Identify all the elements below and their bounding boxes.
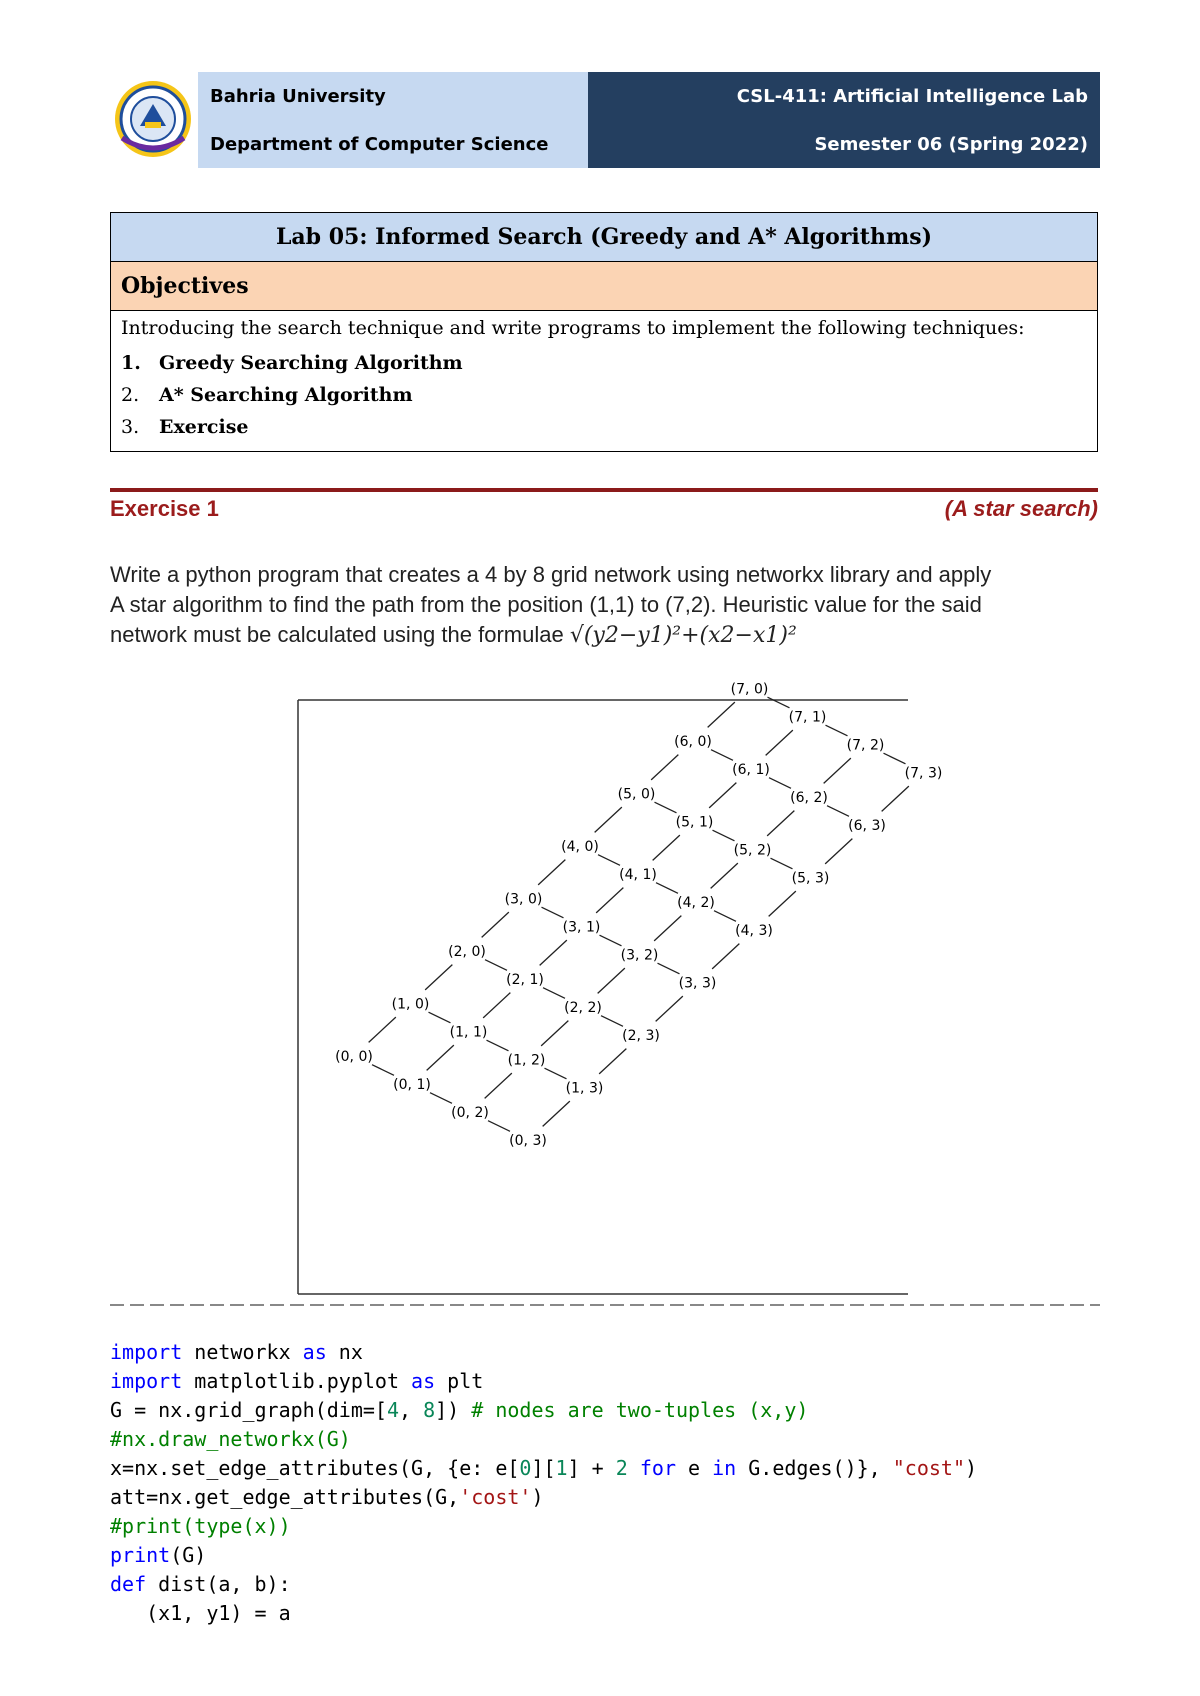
graph-edges — [369, 697, 909, 1131]
heuristic-formula: √(y2−y1)²+(x2−x1)² — [569, 623, 797, 648]
graph-node-label: (2, 3) — [622, 1028, 660, 1044]
graph-edge — [369, 1017, 396, 1042]
list-item: 3. Exercise — [121, 416, 249, 438]
graph-node-label: (0, 0) — [335, 1049, 373, 1065]
graph-node-label: (4, 2) — [677, 895, 715, 911]
graph-node-label: (0, 1) — [393, 1077, 431, 1093]
list-item: 1. Greedy Searching Algorithm — [121, 352, 463, 374]
graph-node-label: (4, 3) — [735, 923, 773, 939]
graph-node-label: (5, 0) — [617, 786, 656, 803]
graph-node-label: (7, 1) — [788, 709, 827, 726]
graph-edge — [598, 855, 620, 866]
code-line: import matplotlib.pyplot as plt — [110, 1369, 484, 1393]
graph-node-label: (1, 2) — [507, 1052, 546, 1069]
code-line: def dist(a, b): — [110, 1572, 291, 1596]
graph-node-label: (0, 2) — [451, 1105, 489, 1121]
graph-edge — [429, 1012, 451, 1023]
university-name: Bahria University — [210, 85, 386, 107]
graph-edge — [543, 1101, 570, 1126]
graph-edge — [538, 860, 565, 885]
graph-node-label: (3, 3) — [678, 975, 717, 992]
graph-edge — [598, 968, 625, 993]
graph-node-label: (2, 2) — [564, 1000, 602, 1016]
graph-edge — [714, 911, 736, 922]
graph-edge — [596, 888, 623, 913]
graph-node-label: (1, 0) — [391, 996, 430, 1013]
graph-edge — [826, 725, 848, 736]
list-item: 2. A* Searching Algorithm — [121, 384, 413, 406]
section-divider — [110, 488, 1098, 492]
dashed-separator — [110, 1300, 1100, 1310]
code-line: x=nx.set_edge_attributes(G, {e: e[0][1] + 2 for e in G.edges()}, "cost") — [110, 1456, 978, 1480]
graph-node-label: (7, 3) — [904, 765, 943, 782]
exercise-description: Write a python program that creates a 4 by 8 grid network using networkx library and apply A star algorithm to find the path from the position (1,1) to (7,2). Heuristic value for the said network must be calculated using the formulae √(y2−y1)²+(x2−x1)² — [110, 562, 992, 648]
graph-node-label: (3, 1) — [562, 919, 601, 936]
graph-edge — [487, 1040, 509, 1051]
graph-node-label: (6, 1) — [732, 762, 770, 778]
graph-edge — [884, 753, 906, 764]
graph-node-label: (3, 2) — [620, 947, 659, 964]
graph-edge — [545, 1068, 567, 1079]
graph-edge — [654, 916, 681, 941]
graph-edge — [827, 806, 849, 817]
graph-edge — [427, 1045, 454, 1070]
graph-edge — [599, 1049, 626, 1074]
graph-edge — [709, 783, 736, 808]
code-line: #print(type(x)) — [110, 1514, 291, 1538]
course-name: CSL-411: Artificial Intelligence Lab — [736, 85, 1088, 107]
graph-node-label: (3, 0) — [504, 891, 543, 908]
graph-edge — [711, 863, 738, 888]
graph-edge — [882, 786, 909, 811]
graph-node-labels — [335, 682, 942, 1150]
graph-node-label: (1, 1) — [449, 1024, 488, 1041]
graph-node-label: (1, 3) — [565, 1080, 604, 1097]
code-line: G = nx.grid_graph(dim=[4, 8]) # nodes are two-tuples (x,y) — [110, 1398, 809, 1422]
lab-objectives-box — [110, 212, 1098, 452]
university-logo — [112, 78, 194, 160]
graph-edge — [372, 1065, 394, 1076]
exercise-tag: (A star search) — [944, 496, 1098, 521]
graph-node-label: (0, 3) — [509, 1133, 547, 1149]
graph-edge — [767, 811, 794, 836]
code-line: (x1, y1) = a — [110, 1601, 291, 1625]
graph-edge — [540, 940, 567, 965]
graph-edge — [600, 935, 622, 946]
graph-edge — [656, 883, 678, 894]
graph-edge — [768, 697, 790, 708]
graph-node-label: (6, 2) — [790, 790, 828, 806]
graph-edge — [595, 807, 622, 832]
graph-edge — [543, 988, 565, 999]
graph-edge — [483, 993, 510, 1018]
exercise-title: Exercise 1 — [110, 496, 219, 521]
graph-edge — [653, 835, 680, 860]
header-right-panel — [588, 72, 1100, 168]
graph-node-label: (6, 0) — [674, 734, 712, 750]
graph-edge — [655, 802, 677, 813]
graph-edge — [488, 1121, 510, 1132]
code-line: print(G) — [110, 1543, 207, 1567]
code-line: import networkx as nx — [110, 1340, 363, 1364]
graph-node-label: (4, 0) — [561, 839, 599, 855]
graph-edge — [711, 750, 733, 761]
graph-edge — [708, 702, 735, 727]
graph-edge — [766, 730, 793, 755]
code-block — [110, 1338, 977, 1628]
graph-edge — [769, 891, 796, 916]
graph-node-label: (4, 1) — [619, 867, 657, 883]
graph-node-label: (6, 3) — [848, 818, 886, 834]
exercise-heading — [110, 496, 1098, 522]
graph-edge — [824, 758, 851, 783]
graph-edge — [712, 944, 739, 969]
graph-edge — [656, 996, 683, 1021]
grid-graph-figure — [296, 681, 943, 1298]
page-header — [112, 72, 1100, 168]
graph-edge — [771, 858, 793, 869]
graph-edge — [713, 830, 735, 841]
graph-edge — [658, 963, 680, 974]
graph-node-label: (2, 1) — [506, 972, 544, 988]
graph-edge — [825, 839, 852, 864]
code-line: #nx.draw_networkx(G) — [110, 1427, 351, 1451]
objectives-body — [111, 311, 1097, 451]
objectives-heading: Objectives — [111, 262, 1097, 311]
code-line: att=nx.get_edge_attributes(G,'cost') — [110, 1485, 544, 1509]
semester-label: Semester 06 (Spring 2022) — [814, 133, 1088, 155]
graph-edge — [430, 1093, 452, 1104]
graph-node-label: (7, 0) — [730, 681, 769, 698]
graph-edge — [651, 755, 678, 780]
graph-edge — [485, 960, 507, 971]
graph-node-label: (2, 0) — [448, 944, 486, 960]
graph-edge — [482, 912, 509, 937]
graph-edge — [541, 1021, 568, 1046]
lab-title: Lab 05: Informed Search (Greedy and A* Algorithms) — [111, 213, 1097, 262]
graph-node-label: (7, 2) — [846, 737, 885, 754]
graph-node-label: (5, 2) — [733, 842, 772, 859]
objectives-list — [121, 347, 1087, 443]
graph-edge — [601, 1016, 623, 1027]
graph-edge — [542, 907, 564, 918]
graph-edge — [485, 1073, 512, 1098]
objectives-intro: Introducing the search technique and write programs to implement the following techniques: — [121, 317, 1025, 339]
header-left-panel — [198, 72, 588, 168]
graph-edge — [769, 778, 791, 789]
graph-edge — [425, 965, 452, 990]
graph-node-label: (5, 3) — [791, 870, 830, 887]
department-name: Department of Computer Science — [210, 133, 549, 155]
graph-node-label: (5, 1) — [675, 814, 714, 831]
